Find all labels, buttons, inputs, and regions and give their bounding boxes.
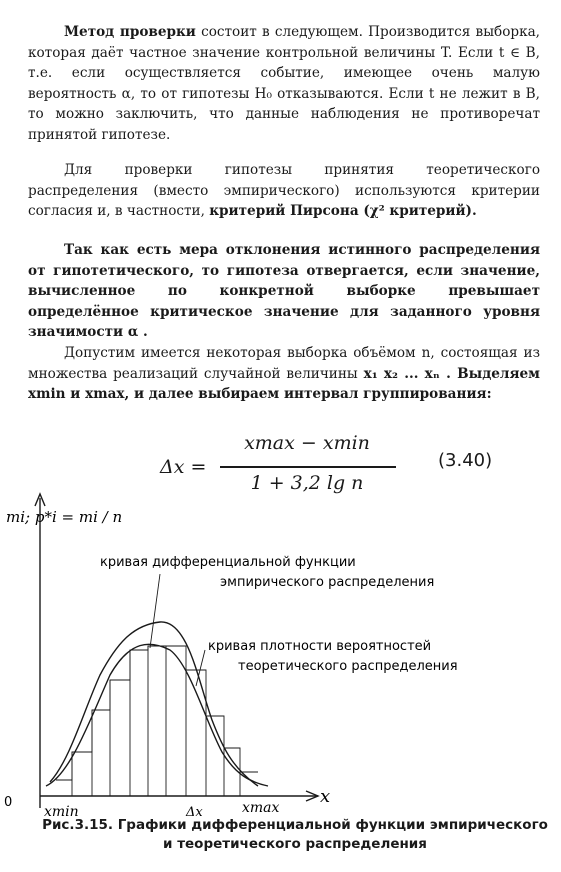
equation-number: (3.40) bbox=[438, 450, 493, 471]
paragraph-sample bbox=[28, 343, 540, 405]
origin-label: 0 bbox=[4, 795, 13, 810]
histogram-bars bbox=[56, 646, 258, 796]
xmin-label: xmin bbox=[44, 804, 79, 820]
formula-denominator: 1 + 3,2 lg n bbox=[250, 472, 364, 494]
figure-histogram bbox=[0, 490, 561, 820]
x-axis-label: x bbox=[320, 786, 331, 807]
fraction-bar bbox=[220, 466, 396, 468]
y-axis-label: mi; p*i = mi / n bbox=[6, 508, 123, 526]
term-method: Метод проверки bbox=[64, 24, 196, 40]
label-empirical-line2: эмпирического распределения bbox=[220, 575, 435, 590]
label-theoretical-line2: теоретического распределения bbox=[238, 659, 458, 674]
formula-lhs: Δx = bbox=[160, 456, 207, 478]
sample-bold: x₁ x₂ ... xₙ . Выделяем xmin и xmax, и далее выбираем интервал группирования: bbox=[28, 365, 540, 403]
criteria-text: Для проверки гипотезы принятия теоретического распределения (вместо эмпирического) используются критерии согласия и, в частности, bbox=[28, 162, 540, 220]
formula-numerator: xmax − xmin bbox=[244, 432, 370, 454]
caption-label: Рис.3.15. bbox=[42, 817, 113, 833]
xmax-label: xmax bbox=[242, 800, 280, 816]
label-theoretical-line1: кривая плотности вероятностей bbox=[208, 639, 432, 654]
sample-text: Допустим имеется некоторая выборка объёмом n, состоящая из множества реализаций случайной величины bbox=[28, 345, 540, 382]
paragraph-criteria bbox=[28, 160, 540, 222]
term-pearson: критерий Пирсона (χ² критерий). bbox=[209, 203, 477, 220]
method-text: состоит в следующем. Производится выборка, которая даёт частное значение контрольной величины T. Если t ∈ B, т.е. если осуществляется событие, имеющее очень малую вероятность α, то от гипотезы H₀ отказываются. Если t не лежит в B, то можно заключить, что данные наблюдения не противоречат принятой гипотезе. bbox=[28, 24, 541, 143]
paragraph-rejection: Так как есть мера отклонения истинного распределения от гипотетического, то гипотеза отвергается, если значение, вычисленное по конкретной выборке превышает определённое критическое значение для заданного уровня значимости α . bbox=[28, 242, 540, 341]
caption-text: Графики дифференциальной функции эмпирического и теоретического распределения bbox=[113, 817, 548, 852]
delta-label: Δx bbox=[186, 805, 203, 820]
paragraph-method bbox=[28, 22, 540, 146]
figure-caption bbox=[40, 816, 550, 854]
label-empirical-line1: кривая дифференциальной функции bbox=[100, 555, 356, 570]
pointer-theoretical bbox=[196, 650, 205, 686]
pointer-empirical bbox=[150, 574, 160, 648]
